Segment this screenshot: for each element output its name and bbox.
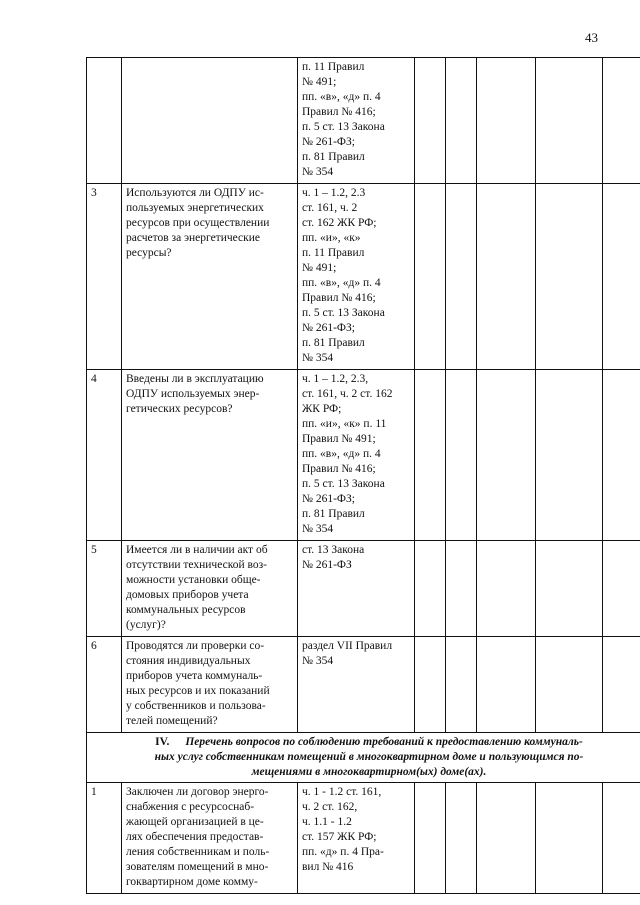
answer-cell [536,58,603,184]
basis-line: ч. 1.1 - 1.2 [302,816,352,828]
basis-line: ст. 161, ч. 2 ст. 162 [302,388,393,400]
answer-cell [536,637,603,733]
checklist-table [86,57,640,894]
basis-line: пп. «в», «д» п. 4 [302,91,381,103]
question-line: ления собственникам и поль- [126,846,270,858]
question-line: Проводятся ли проверки со- [126,640,265,652]
basis-line: пп. «в», «д» п. 4 [302,277,381,289]
basis-line: п. 5 ст. 13 Закона [302,307,385,319]
basis-line: № 261-ФЗ [302,559,352,571]
section-title-line: мещениями в многоквартирном(ых) доме(ах). [251,766,487,778]
basis-line: № 354 [302,166,334,178]
table-row [87,637,640,733]
basis-line: пп. «и», «к» [302,232,361,244]
table-row [87,184,640,370]
question-line: зователям помещений в мно- [126,861,269,873]
question-line: ОДПУ используемых энер- [126,388,260,400]
question-line: телей помещений? [126,715,218,727]
question-line: домовых приборов учета [126,589,249,601]
legal-basis-cell [298,783,415,894]
answer-cell [603,783,640,894]
question-line: приборов учета коммуналь- [126,670,263,682]
legal-basis-cell [298,370,415,541]
legal-basis-cell [298,637,415,733]
basis-line: ст. 13 Закона [302,544,365,556]
basis-line: ст. 161, ч. 2 [302,202,358,214]
answer-cell [536,184,603,370]
answer-cell [603,184,640,370]
answer-cell [446,184,477,370]
basis-line: п. 81 Правил [302,151,365,163]
answer-cell [415,184,446,370]
answer-cell [415,783,446,894]
basis-line: ЖК РФ; [302,403,342,415]
answer-cell [603,541,640,637]
question-cell [122,184,298,370]
section-title-first-line [93,735,640,750]
question-line: Заключен ли договор энерго- [126,786,269,798]
answer-cell [415,370,446,541]
question-cell [122,637,298,733]
answer-cell [603,58,640,184]
basis-line: п. 11 Правил [302,247,365,259]
table-row [87,370,640,541]
basis-line: № 261-ФЗ; [302,493,355,505]
question-line: гетических ресурсов? [126,403,233,415]
question-line: ресурсы? [126,247,172,259]
table-row [87,783,640,894]
question-line: пользуемых энергетических [126,202,264,214]
question-line: ных ресурсов и их показаний [126,685,270,697]
answer-cell [477,184,536,370]
question-line: снабжения с ресурсоснаб- [126,801,255,813]
answer-cell [446,370,477,541]
basis-line: ст. 162 ЖК РФ; [302,217,377,229]
question-line: гоквартирном доме комму- [126,876,258,888]
row-number: 1 [87,783,122,894]
basis-line: ч. 1 – 1.2, 2.3, [302,373,369,385]
table-row [87,541,640,637]
basis-line: ч. 1 - 1.2 ст. 161, [302,786,382,798]
question-line: Введены ли в эксплуатацию [126,373,264,385]
question-line: коммунальных ресурсов [126,604,246,616]
answer-cell [536,783,603,894]
basis-line: п. 5 ст. 13 Закона [302,121,385,133]
question-line: у собственников и пользова- [126,700,266,712]
answer-cell [536,541,603,637]
answer-cell [415,637,446,733]
basis-line: № 261-ФЗ; [302,136,355,148]
question-line: (услуг)? [126,619,166,631]
basis-line: ч. 2 ст. 162, [302,801,358,813]
basis-line: Правил № 416; [302,463,376,475]
basis-line: Правил № 416; [302,106,376,118]
answer-cell [536,370,603,541]
basis-line: раздел VII Правил [302,640,393,652]
question-cell [122,541,298,637]
basis-line: № 354 [302,655,334,667]
question-line: можности установки обще- [126,574,261,586]
basis-line: пп. «в», «д» п. 4 [302,448,381,460]
answer-cell [477,58,536,184]
basis-line: пп. «д» п. 4 Пра- [302,846,384,858]
question-line: Имеется ли в наличии акт об [126,544,268,556]
legal-basis-cell [298,58,415,184]
row-number [87,58,122,184]
page-number: 43 [585,30,598,45]
answer-cell [477,541,536,637]
basis-line: № 491; [302,76,337,88]
section-header [87,733,640,783]
answer-cell [446,783,477,894]
answer-cell [477,783,536,894]
basis-line: № 354 [302,523,334,535]
basis-line: п. 5 ст. 13 Закона [302,478,385,490]
basis-line: № 491; [302,262,337,274]
answer-cell [477,637,536,733]
row-number: 6 [87,637,122,733]
basis-line: п. 81 Правил [302,337,365,349]
legal-basis-cell [298,541,415,637]
answer-cell [446,637,477,733]
question-cell [122,58,298,184]
question-line: Используются ли ОДПУ ис- [126,187,264,199]
question-line: ресурсов при осуществлении [126,217,270,229]
question-cell [122,370,298,541]
basis-line: п. 81 Правил [302,508,365,520]
answer-cell [415,541,446,637]
basis-line: ст. 157 ЖК РФ; [302,831,377,843]
question-line: жающей организацией в це- [126,816,264,828]
section-title-cell [87,733,640,783]
table-row [87,58,640,184]
basis-line: ч. 1 – 1.2, 2.3 [302,187,366,199]
section-title-line: Перечень вопросов по соблюдению требований к предоставлению коммуналь- [185,736,583,748]
answer-cell [603,370,640,541]
answer-cell [477,370,536,541]
section-title-line: ных услуг собственникам помещений в многоквартирном доме и пользующимся по- [154,751,584,763]
question-line: лях обеспечения предостав- [126,831,264,843]
question-line: расчетов за энергетические [126,232,260,244]
question-line: стояния индивидуальных [126,655,251,667]
row-number: 5 [87,541,122,637]
legal-basis-cell [298,184,415,370]
basis-line: Правил № 416; [302,292,376,304]
question-line: отсутствии технической воз- [126,559,267,571]
basis-line: п. 11 Правил [302,61,365,73]
question-cell [122,783,298,894]
answer-cell [446,541,477,637]
answer-cell [415,58,446,184]
basis-line: № 261-ФЗ; [302,322,355,334]
basis-line: пп. «и», «к» п. 11 [302,418,387,430]
basis-line: Правил № 491; [302,433,376,445]
row-number: 3 [87,184,122,370]
row-number: 4 [87,370,122,541]
section-number: IV. [155,736,170,748]
basis-line: вил № 416 [302,861,354,873]
answer-cell [603,637,640,733]
basis-line: № 354 [302,352,334,364]
answer-cell [446,58,477,184]
